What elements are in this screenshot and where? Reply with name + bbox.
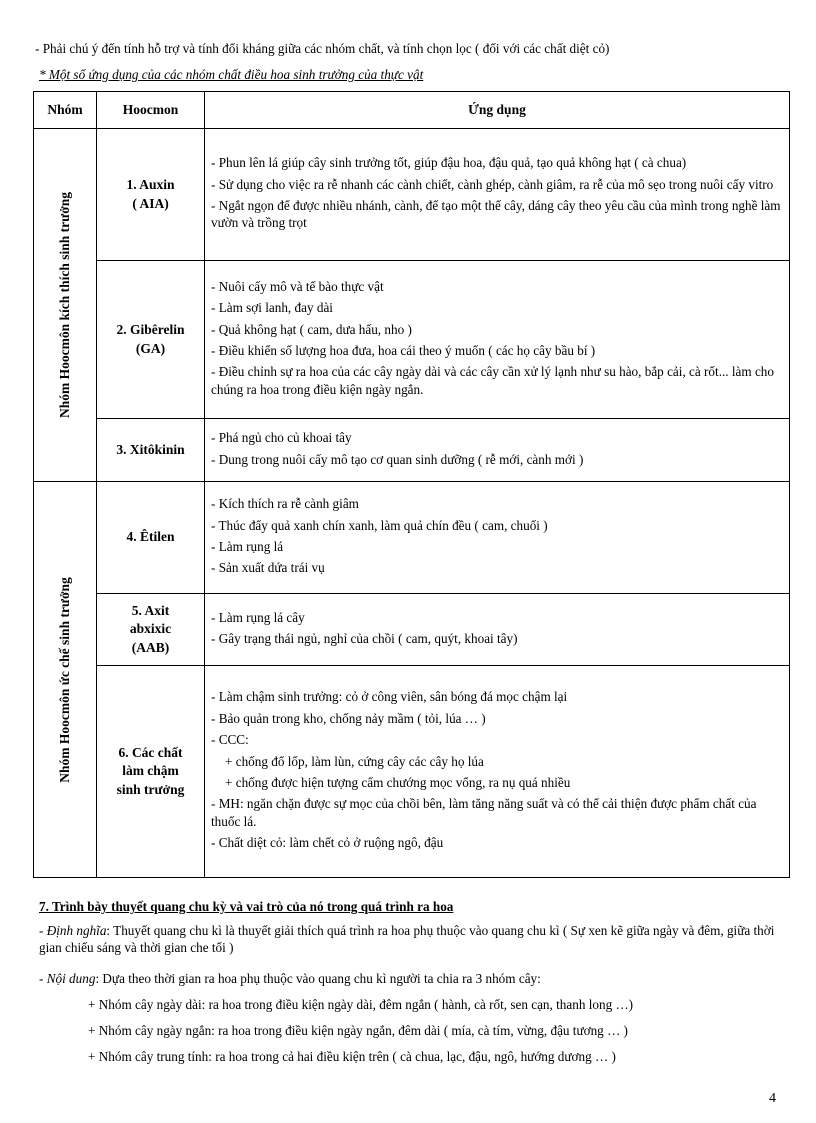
hormone-abbr: (GA) [135,340,166,356]
use-item: - Điều chỉnh sự ra hoa của các cây ngày dài và các cây cần xử lý lạnh như su hào, bắp cải, cà rốt... làm cho chúng ra hoa trong điều kiện ngày ngắn. [211,364,774,397]
header-group: Nhóm [34,92,97,129]
table-row [34,261,790,419]
hormone-name: 1. Auxin [126,177,175,193]
section-7-title: 7. Trình bày thuyết quang chu kỳ và vai trò của nó trong quá trình ra hoa [39,899,454,914]
hormone-name: 4. Êtilen [126,529,175,545]
group-stimulate-cell [34,129,97,482]
table-heading: * Một số ứng dụng của các nhóm chất điều hoa sinh trưởng của thực vật [39,67,424,82]
hormone-name-cont: làm chậm [122,763,179,779]
group-label: Nhóm Hoocmôn ức chế sinh trưởng [57,576,73,783]
uses-cell [205,261,790,419]
use-item: - Bảo quản trong kho, chống nảy mầm ( tỏi, lúa … ) [211,710,486,726]
use-item: - Kích thích ra rễ cành giâm [211,496,359,512]
long-day-group: + Nhóm cây ngày dài: ra hoa trong điều kiện ngày dài, đêm ngắn ( hành, cà rốt, sen cạn, thanh long …) [88,997,634,1012]
hormone-name: 5. Axit [131,603,170,619]
use-item: - Làm rụng lá cây [211,609,305,625]
use-item: - Nuôi cấy mô và tế bào thực vật [211,278,384,294]
group-label: Nhóm Hoocmôn kích thích sinh trưởng [57,192,73,418]
intro-line: - Phải chú ý đến tính hỗ trợ và tính đối kháng giữa các nhóm chất, và tính chọn lọc ( đối với các chất diệt cỏ) [35,41,610,56]
use-item: - CCC: [211,732,249,748]
table-row [34,666,790,878]
table-row [34,129,790,261]
use-item: - Làm chậm sinh trưởng: cỏ ở công viên, sân bóng đá mọc chậm lại [211,689,568,705]
hormone-name: 2. Gibêrelin [116,322,185,338]
use-item: - Sản xuất dứa trái vụ [211,560,325,576]
hormone-abbr: (AAB) [131,639,170,655]
table-row [34,419,790,482]
page-number: 4 [769,1091,776,1106]
hormone-cell [97,482,205,594]
table-row [34,482,790,594]
table-row [34,594,790,666]
hormone-abbr: ( AIA) [132,195,169,211]
table-header-row [34,92,790,129]
short-day-group: + Nhóm cây ngày ngắn: ra hoa trong điều kiện ngày ngắn, đêm dài ( mía, cà tím, vừng, đậu tương … ) [88,1023,628,1038]
hormone-cell [97,594,205,666]
use-item: - Phun lên lá giúp cây sinh trưởng tốt, giúp đậu hoa, đậu quả, tạo quả không hạt ( cà chua) [211,155,687,171]
use-sub-item: + chống được hiện tượng cẩm chướng mọc vổng, ra nụ quá nhiều [225,775,571,790]
hormone-cell [97,666,205,878]
uses-cell [205,482,790,594]
use-item: - Làm rụng lá [211,539,284,554]
group-inhibit-cell [34,482,97,878]
uses-cell [205,594,790,666]
hormone-name: 6. Các chất [118,745,183,761]
hormone-name-cont: abxixic [129,621,172,637]
use-item: - Ngắt ngọn để được nhiều nhánh, cành, để tạo một thế cây, dáng cây theo yêu cầu của mình trong nghề làm vườn và trồng trọt [211,198,781,231]
use-item: - Chất diệt cỏ: làm chết cỏ ở ruộng ngô, đậu [211,835,444,851]
neutral-day-group: + Nhóm cây trung tính: ra hoa trong cả hai điều kiện trên ( cà chua, lạc, đậu, ngô, hướng dương … ) [88,1049,616,1064]
header-uses: Ứng dụng [205,92,790,129]
uses-cell [205,419,790,482]
hormone-cell [97,419,205,482]
use-item: - MH: ngăn chặn được sự mọc của chồi bên, làm tăng năng suất và có thể cải thiện được phẩm chất của thuốc lá. [211,796,757,829]
definition-label: Định nghĩa [46,923,107,938]
section-7-definition: - Định nghĩa: Thuyết quang chu kì là thuyết giải thích quá trình ra hoa phụ thuộc vào quang chu kì ( Sự xen kẽ giữa ngày và đêm, giữa thời gian chiếu sáng và thời gian che tối ) [39,923,775,956]
uses-cell [205,666,790,878]
use-item: - Làm sợi lanh, đay dài [211,300,333,316]
use-item: - Quả không hạt ( cam, dưa hấu, nho ) [211,321,412,337]
hormone-name: 3. Xitôkinin [116,441,185,457]
hormone-applications-table [33,91,790,878]
hormone-name-cont: sinh trưởng [116,781,185,797]
use-item: - Dung trong nuôi cấy mô tạo cơ quan sinh dưỡng ( rễ mới, cành mới ) [211,451,584,467]
definition-text: : Thuyết quang chu kì là thuyết giải thích quá trình ra hoa phụ thuộc vào quang chu kì ( Sự xen kẽ giữa ngày và đêm, giữa thời gian chiếu sáng và thời gian che tối ) [39,923,775,956]
content-label: Nội dung [46,971,96,986]
header-hormone: Hoocmon [97,92,205,129]
content-text: : Dựa theo thời gian ra hoa phụ thuộc vào quang chu kì người ta chia ra 3 nhóm cây: [95,971,541,986]
use-sub-item: + chống đổ lốp, làm lùn, cứng cây các cây họ lúa [225,753,484,769]
hormone-cell [97,261,205,419]
use-item: - Gây trạng thái ngủ, nghỉ của chồi ( cam, quýt, khoai tây) [211,631,518,646]
section-7-content: - Nội dung: Dựa theo thời gian ra hoa phụ thuộc vào quang chu kì người ta chia ra 3 nhóm cây: [39,971,541,986]
use-item: - Thúc đẩy quả xanh chín xanh, làm quả chín đều ( cam, chuối ) [211,517,548,533]
use-item: - Điều khiển số lượng hoa đưa, hoa cái theo ý muốn ( các họ cây bầu bí ) [211,343,596,358]
hormone-cell [97,129,205,261]
use-item: - Sử dụng cho việc ra rễ nhanh các cành chiết, cành ghép, cành giâm, ra rễ của mô sẹo trong nuôi cấy vitro [211,176,774,192]
use-item: - Phá ngủ cho củ khoai tây [211,430,352,446]
uses-cell [205,129,790,261]
